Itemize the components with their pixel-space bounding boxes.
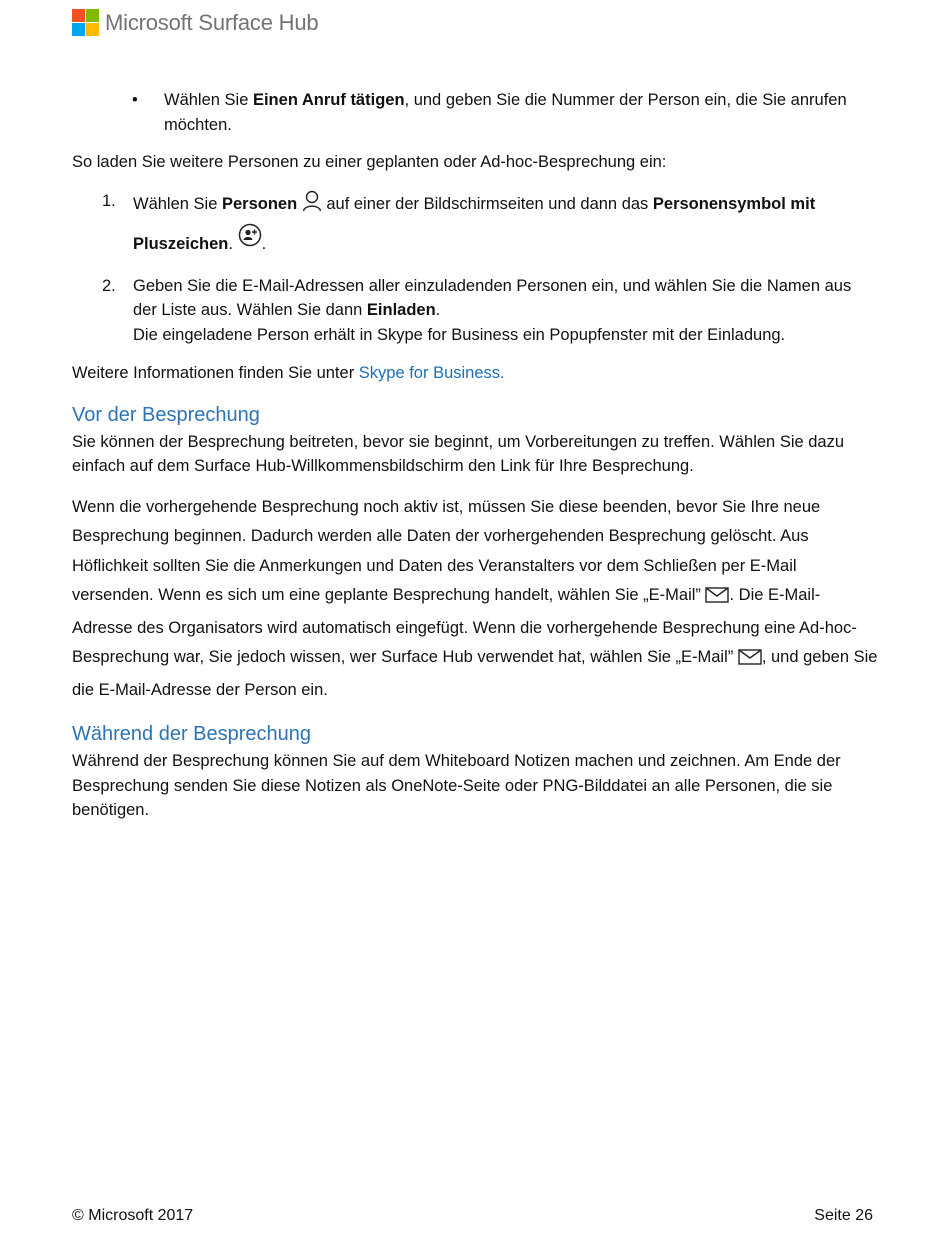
bullet-text-post: , und geben Sie die Nummer der Person ein, die Sie anrufen möchten. (164, 91, 847, 134)
section2-paragraph-1: Während der Besprechung können Sie auf dem Whiteboard Notizen machen und zeichnen. Am Ende der Besprechung senden Sie diese Notizen als OneNote-Seite oder PNG-Bilddatei an alle Personen, die sie benötigen. (72, 752, 841, 819)
step-number: 2. (102, 276, 116, 295)
step-2-text-b: . (435, 301, 441, 319)
step-1-text-b: auf einer der Bildschirmseiten und dann das (321, 194, 653, 213)
person-icon (302, 190, 322, 223)
step-1-text-d: . (261, 234, 267, 253)
step-number: 1. (102, 191, 116, 210)
header-brand: Microsoft Surface Hub (105, 9, 319, 35)
section1-paragraph-1: Sie können der Besprechung beitreten, bevor sie beginnt, um Vorbereitungen zu treffen. Wählen Sie dazu einfach auf dem Surface Hub-Willkommensbildschirm den Link für Ihre Besprechung. (72, 432, 845, 475)
bullet-symbol: • (132, 91, 138, 109)
intro-text: So laden Sie weitere Personen zu einer geplanten oder Ad-hoc-Besprechung ein: (72, 153, 667, 171)
info-text: Weitere Informationen finden Sie unter (72, 364, 359, 382)
document-body (72, 88, 878, 823)
microsoft-logo-icon (72, 9, 99, 36)
section1-paragraph-2 (72, 493, 878, 706)
step-2-text-a: Geben Sie die E-Mail-Adressen aller einzuladenden Personen ein, und wählen Sie die Namen aus der Liste aus. Wählen Sie dann (133, 276, 852, 319)
footer-page-number: Seite 26 (814, 1207, 873, 1224)
section1-p2-part-b: . Die E-Mail-Adresse des Organisators wird automatisch eingefügt. Wenn die vorhergehende Besprechung eine Ad-hoc-Besprechung war, Sie jedoch wissen, wer Surface Hub verwendet hat, wählen Sie „E-Mail” (72, 586, 857, 666)
info-line (72, 361, 878, 386)
heading-waehrend-der-besprechung: Während der Besprechung (72, 723, 312, 745)
skype-link[interactable]: Skype for Business. (358, 364, 505, 382)
step-1-text-a: Wählen Sie (133, 194, 222, 213)
step-text (133, 189, 878, 260)
step-2-line-1 (133, 274, 878, 323)
step-1 (72, 189, 878, 260)
step-1-bold-b: Personensymbol mit Pluszeichen (133, 194, 816, 253)
step-1-text-c: . (228, 234, 233, 253)
heading-vor-der-besprechung: Vor der Besprechung (72, 403, 260, 426)
person-plus-icon (238, 223, 262, 258)
step-2-line-2: Die eingeladene Person erhält in Skype for Business ein Popupfenster mit der Einladung. (133, 325, 786, 344)
step-1-bold-a: Personen (221, 194, 298, 213)
mail-icon (705, 584, 729, 614)
section1-p2-part-a: Wenn die vorhergehende Besprechung noch aktiv ist, müssen Sie diese beenden, bevor Sie Ihre neue Besprechung beginnen. Dadurch werden alle Daten der vorhergehenden Besprechung gelöscht. Aus Höflichkeit sollten Sie die Anmerkungen und Daten des Veranstalters vor dem Schließen per E-Mail versenden. Wenn es sich um eine geplante Besprechung handelt, wählen Sie „E-Mail” (72, 497, 821, 604)
page-header (72, 9, 318, 36)
section1-p2-part-c: , und geben Sie die E-Mail-Adresse der Person ein. (72, 648, 878, 699)
step-2-bold: Einladen (366, 301, 436, 319)
bullet-item (72, 88, 878, 137)
footer-copyright: © Microsoft 2017 (72, 1207, 194, 1224)
bullet-text-bold: Einen Anruf tätigen (252, 91, 405, 109)
step-2 (72, 274, 878, 348)
mail-icon (738, 646, 762, 676)
step-text (133, 274, 878, 348)
bullet-text-pre: Wählen Sie (164, 91, 253, 109)
bullet-text (164, 88, 878, 137)
